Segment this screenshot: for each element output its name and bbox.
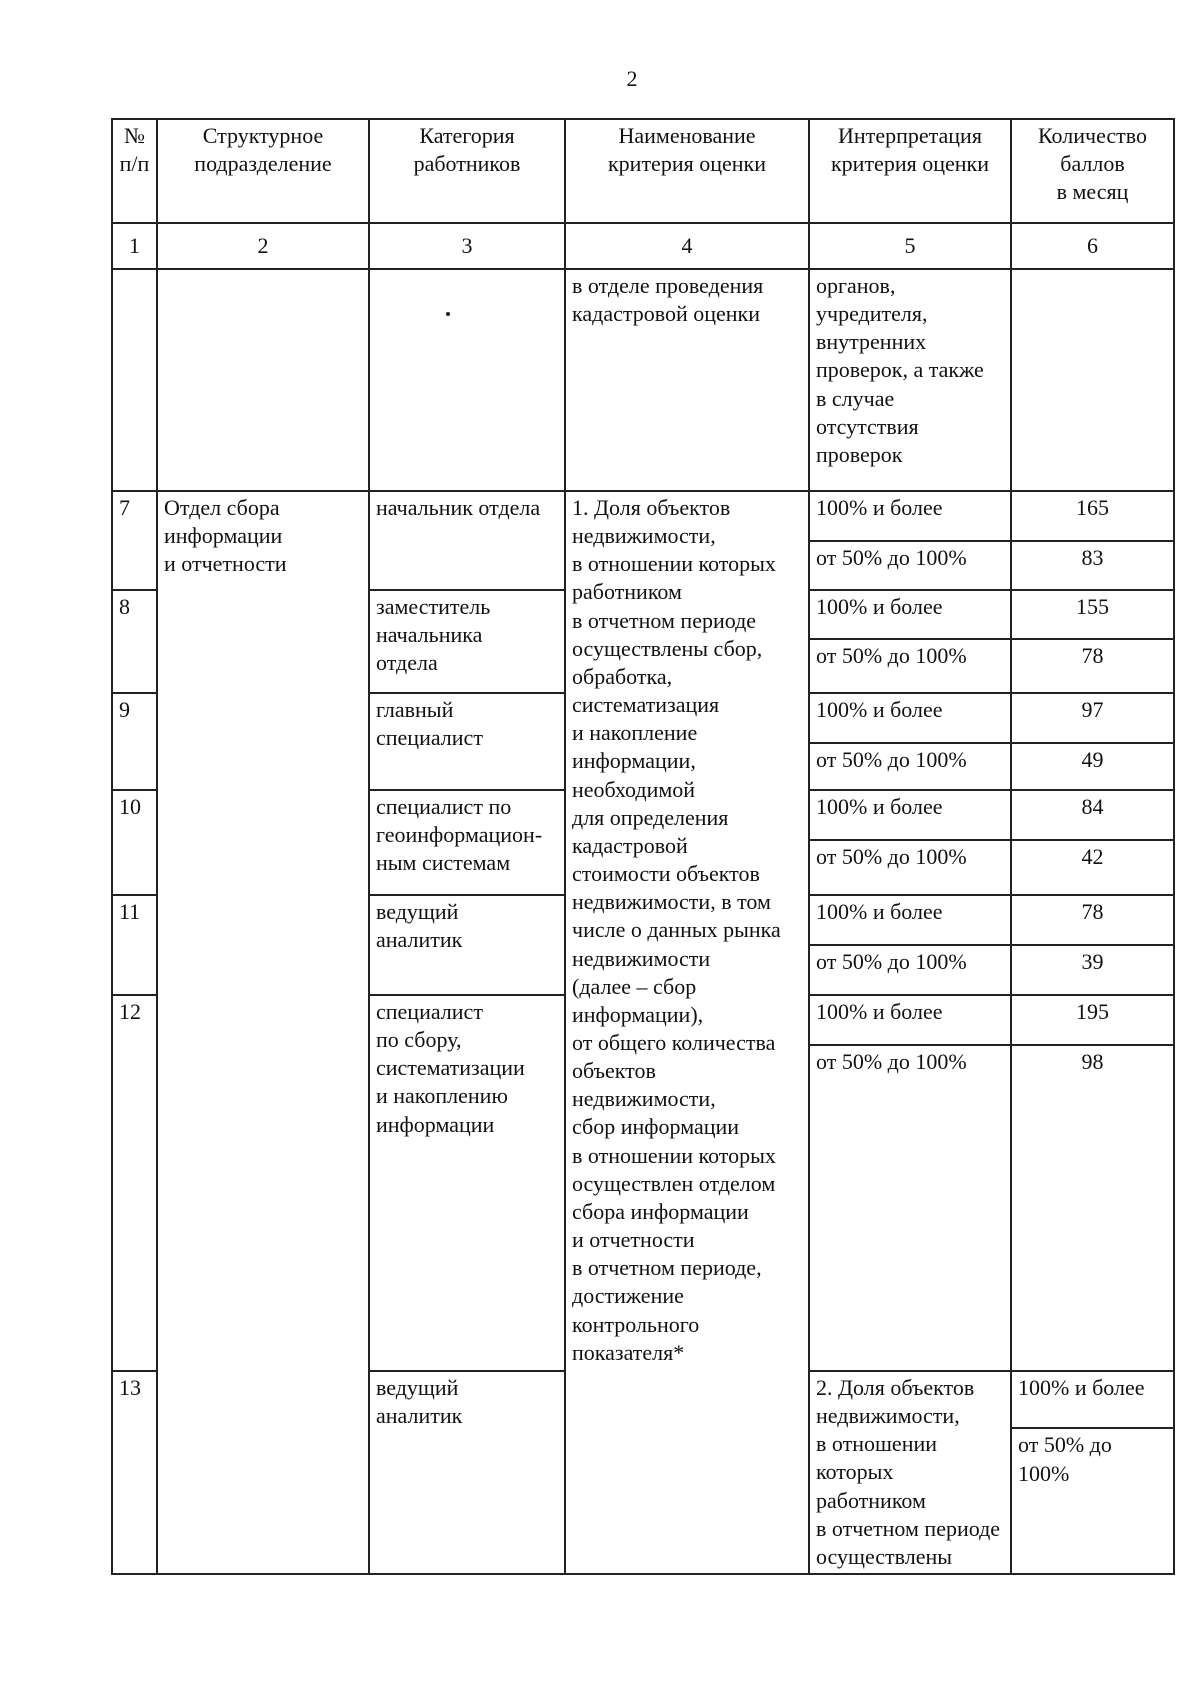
- score-cell: 165: [1011, 491, 1174, 541]
- score-cell: 49: [1011, 743, 1174, 790]
- score-cell: 78: [1011, 895, 1174, 945]
- interpretation-cell: от 50% до 100%: [809, 639, 1011, 693]
- score-cell: 155: [1011, 590, 1174, 639]
- score-cell: 97: [1011, 693, 1174, 743]
- empty-cell: [157, 269, 369, 491]
- table-row: [112, 491, 1174, 541]
- interpretation-cell: 100% и более: [809, 790, 1011, 840]
- header-interpretation: Интерпретация критерия оценки: [809, 119, 1011, 223]
- interpretation-cell: от 50% до 100%: [1011, 1428, 1174, 1574]
- category-cell: специалист по геоинформацион- ным системам: [369, 790, 565, 895]
- category-cell: начальник отдела: [369, 491, 565, 590]
- score-cell: 78: [1011, 639, 1174, 693]
- department-cell: Отдел сбора информации и отчетности: [157, 491, 369, 1574]
- interpretation-continuation: органов, учредителя, внутренних проверок, а также в случае отсутствия проверок: [809, 269, 1011, 491]
- row-number: 13: [112, 1371, 157, 1574]
- row-number: 8: [112, 590, 157, 693]
- criterion-continuation: в отделе проведения кадастровой оценки: [565, 269, 809, 491]
- column-number: 2: [157, 223, 369, 269]
- category-cell: главный специалист: [369, 693, 565, 790]
- interpretation-cell: 100% и более: [809, 693, 1011, 743]
- column-number: 1: [112, 223, 157, 269]
- empty-cell: [1011, 269, 1174, 491]
- column-number-row: [112, 223, 1174, 269]
- column-number: 6: [1011, 223, 1174, 269]
- score-cell: 195: [1011, 995, 1174, 1045]
- criterion-1-cell: 1. Доля объектов недвижимости, в отношении которых работником в отчетном периоде осуществлены сбор, обработка, систематизация и накопление информации, необходимой для определения кадастровой стоимости объектов недвижимости, в том числе о данных рынка недвижимости (далее – сбор информации), от общего количества объектов недвижимости, сбор информации в отношении которых осуществлен отделом сбора информации и отчетности в отчетном периоде, достижение контрольного показателя*: [565, 491, 809, 1574]
- interpretation-cell: 100% и более: [809, 995, 1011, 1045]
- score-cell: 42: [1011, 840, 1174, 895]
- row-number: 12: [112, 995, 157, 1371]
- interpretation-cell: 100% и более: [1011, 1371, 1174, 1428]
- category-cell: ведущий аналитик: [369, 1371, 565, 1574]
- criteria-table: [111, 118, 1175, 1575]
- row-number: 7: [112, 491, 157, 590]
- score-cell: 84: [1011, 790, 1174, 840]
- header-criterion: Наименование критерия оценки: [565, 119, 809, 223]
- column-number: 3: [369, 223, 565, 269]
- category-cell: заместитель начальника отдела: [369, 590, 565, 693]
- row-number: 9: [112, 693, 157, 790]
- header-category: Категория работников: [369, 119, 565, 223]
- interpretation-cell: 100% и более: [809, 895, 1011, 945]
- column-number: 5: [809, 223, 1011, 269]
- header-score: Количество баллов в месяц: [1011, 119, 1174, 223]
- interpretation-cell: от 50% до 100%: [809, 840, 1011, 895]
- stray-mark: [446, 312, 450, 316]
- score-cell: 98: [1011, 1045, 1174, 1371]
- row-number: 11: [112, 895, 157, 995]
- category-cell: ведущий аналитик: [369, 895, 565, 995]
- continuation-row: [112, 269, 1174, 491]
- score-cell: 83: [1011, 541, 1174, 590]
- category-cell: специалист по сбору, систематизации и накоплению информации: [369, 995, 565, 1371]
- page-number: 2: [626, 66, 638, 91]
- interpretation-cell: от 50% до 100%: [809, 743, 1011, 790]
- column-number: 4: [565, 223, 809, 269]
- interpretation-cell: 100% и более: [809, 590, 1011, 639]
- table-header-row: [112, 119, 1174, 223]
- interpretation-cell: от 50% до 100%: [809, 541, 1011, 590]
- interpretation-cell: от 50% до 100%: [809, 1045, 1011, 1371]
- header-number: № п/п: [112, 119, 157, 223]
- criterion-2-cell: 2. Доля объектов недвижимости, в отношении которых работником в отчетном периоде осуществлены: [809, 1371, 1011, 1574]
- empty-cell: [112, 269, 157, 491]
- interpretation-cell: 100% и более: [809, 491, 1011, 541]
- empty-cell: [369, 269, 565, 491]
- score-cell: 39: [1011, 945, 1174, 995]
- interpretation-cell: от 50% до 100%: [809, 945, 1011, 995]
- row-number: 10: [112, 790, 157, 895]
- header-department: Структурное подразделение: [157, 119, 369, 223]
